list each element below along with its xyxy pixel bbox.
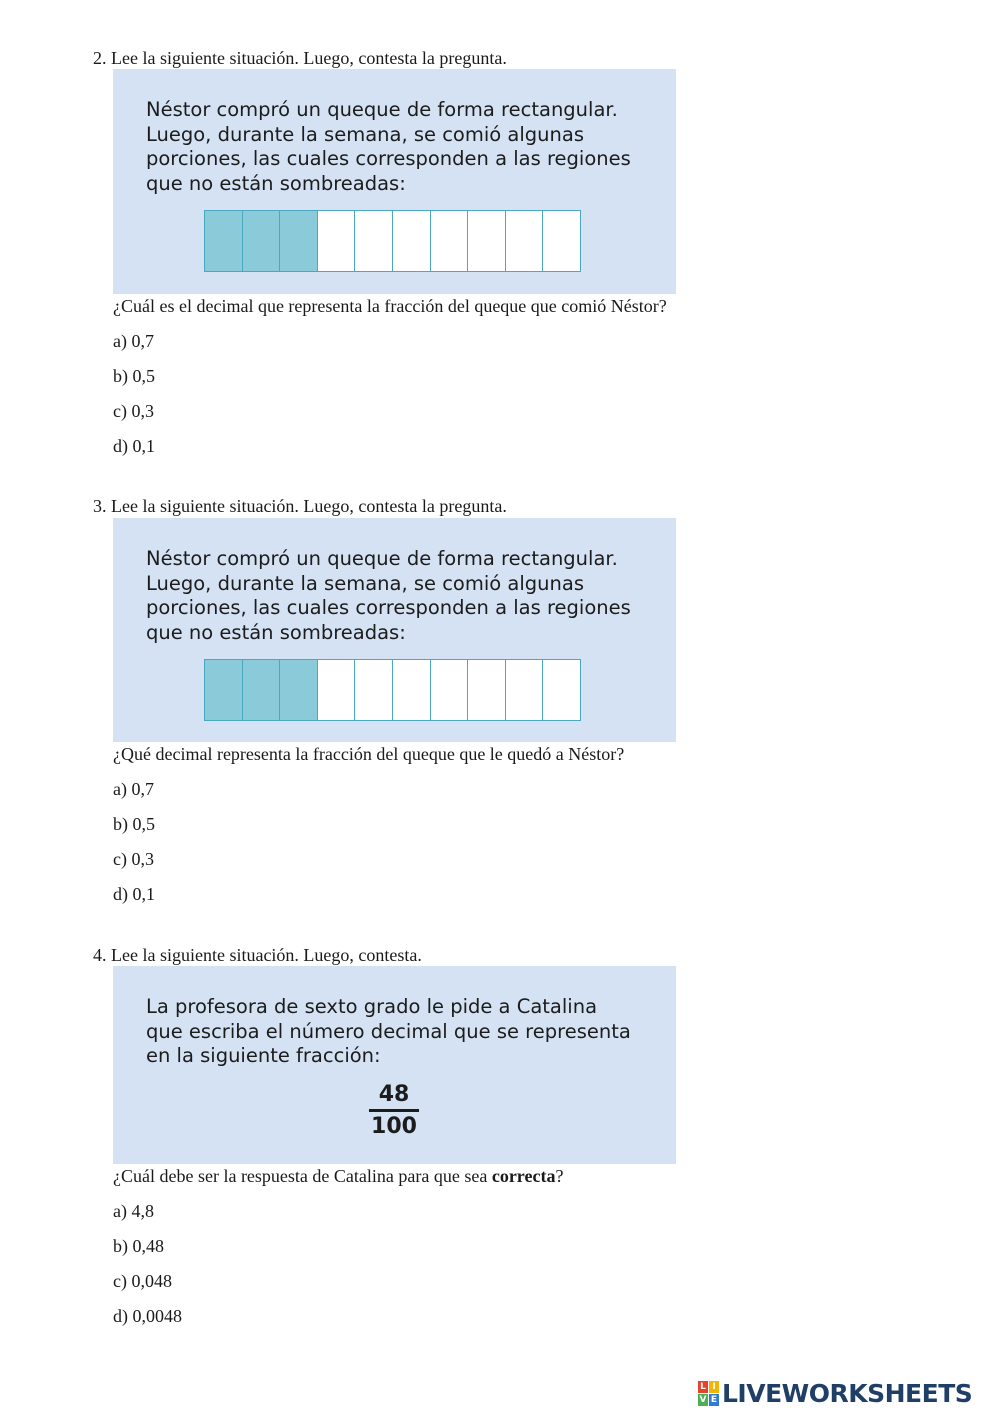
question-4-option-d[interactable]: d) 0,0048 xyxy=(113,1306,182,1326)
situation-text xyxy=(146,98,631,196)
situation-text xyxy=(146,547,631,645)
bar-cell-empty xyxy=(317,210,356,272)
situation-line: Luego, durante la semana, se comió algunas xyxy=(146,122,584,146)
bar-cell-empty xyxy=(354,659,393,721)
situation-text xyxy=(146,995,631,1069)
situation-line: Luego, durante la semana, se comió algunas xyxy=(146,571,584,595)
fraction-numerator: 48 xyxy=(378,1082,410,1107)
bar-cell-empty xyxy=(354,210,393,272)
bar-cell-empty xyxy=(467,210,506,272)
prompt-text: ¿Cuál debe ser la respuesta de Catalina para que sea xyxy=(113,1166,492,1186)
bar-cell-empty xyxy=(392,210,431,272)
bar-cell-shaded xyxy=(204,659,243,721)
situation-line: que no están sombreadas: xyxy=(146,171,406,195)
cake-fraction-bar xyxy=(205,210,581,272)
situation-line: en la siguiente fracción: xyxy=(146,1044,381,1067)
question-3-option-b[interactable]: b) 0,5 xyxy=(113,814,155,834)
logo-icon-letter: L xyxy=(698,1381,708,1393)
prompt-emphasis: correcta xyxy=(491,1166,556,1186)
situation-line: porciones, las cuales corresponden a las regiones xyxy=(146,147,631,170)
cake-fraction-bar xyxy=(205,659,581,721)
prompt-text-end: ? xyxy=(555,1166,564,1186)
bar-cell-shaded xyxy=(204,210,243,272)
bar-cell-shaded xyxy=(242,210,281,272)
situation-line: porciones, las cuales corresponden a las regiones xyxy=(146,596,631,619)
question-4-prompt xyxy=(113,1165,563,1187)
situation-line: La profesora de sexto grado le pide a Catalina xyxy=(146,995,598,1018)
bar-cell-shaded xyxy=(279,659,318,721)
bar-cell-empty xyxy=(542,210,581,272)
question-4-option-a[interactable]: a) 4,8 xyxy=(113,1201,154,1221)
logo-icon-letter: I xyxy=(709,1381,719,1393)
logo-icon-letter: V xyxy=(699,1395,707,1405)
question-2-prompt: ¿Cuál es el decimal que representa la fracción del queque que comió Néstor? xyxy=(113,296,667,316)
bar-cell-empty xyxy=(392,659,431,721)
logo-icon-letter: E xyxy=(710,1395,718,1405)
bar-cell-empty xyxy=(430,659,469,721)
bar-cell-empty xyxy=(317,659,356,721)
fraction-bar xyxy=(369,1109,419,1112)
bar-cell-empty xyxy=(430,210,469,272)
bar-cell-shaded xyxy=(242,659,281,721)
situation-line: que no están sombreadas: xyxy=(146,620,406,644)
logo-wordmark: LIVEWORKSHEETS xyxy=(722,1379,973,1408)
bar-cell-empty xyxy=(542,659,581,721)
question-4-instruction: 4. Lee la siguiente situación. Luego, contesta. xyxy=(93,945,422,965)
question-2-option-c[interactable]: c) 0,3 xyxy=(113,401,154,421)
bar-cell-empty xyxy=(467,659,506,721)
question-4-option-c[interactable]: c) 0,048 xyxy=(113,1271,172,1291)
question-4-situation-box xyxy=(113,966,676,1164)
question-4-option-b[interactable]: b) 0,48 xyxy=(113,1236,164,1256)
situation-line: que escriba el número decimal que se representa xyxy=(146,1019,631,1043)
question-3-situation-box xyxy=(113,518,676,742)
bar-cell-empty xyxy=(505,659,544,721)
question-2-option-a[interactable]: a) 0,7 xyxy=(113,331,154,351)
question-2-instruction: 2. Lee la siguiente situación. Luego, contesta la pregunta. xyxy=(93,48,507,68)
question-3-option-a[interactable]: a) 0,7 xyxy=(113,779,154,799)
liveworksheets-logo xyxy=(698,1379,972,1408)
question-3-instruction: 3. Lee la siguiente situación. Luego, contesta la pregunta. xyxy=(93,496,507,516)
situation-line: Néstor compró un queque de forma rectangular. xyxy=(146,98,618,121)
fraction-denominator: 100 xyxy=(371,1114,417,1139)
question-3-option-d[interactable]: d) 0,1 xyxy=(113,884,155,904)
liveworksheets-logo-icon xyxy=(698,1381,719,1406)
situation-line: Néstor compró un queque de forma rectangular. xyxy=(146,547,618,570)
bar-cell-empty xyxy=(505,210,544,272)
question-2-option-b[interactable]: b) 0,5 xyxy=(113,366,155,386)
question-3-option-c[interactable]: c) 0,3 xyxy=(113,849,154,869)
question-2-option-d[interactable]: d) 0,1 xyxy=(113,436,155,456)
question-2-situation-box xyxy=(113,69,676,294)
fraction-48-over-100 xyxy=(369,1082,419,1140)
bar-cell-shaded xyxy=(279,210,318,272)
question-3-prompt: ¿Qué decimal representa la fracción del queque que le quedó a Néstor? xyxy=(113,744,625,764)
